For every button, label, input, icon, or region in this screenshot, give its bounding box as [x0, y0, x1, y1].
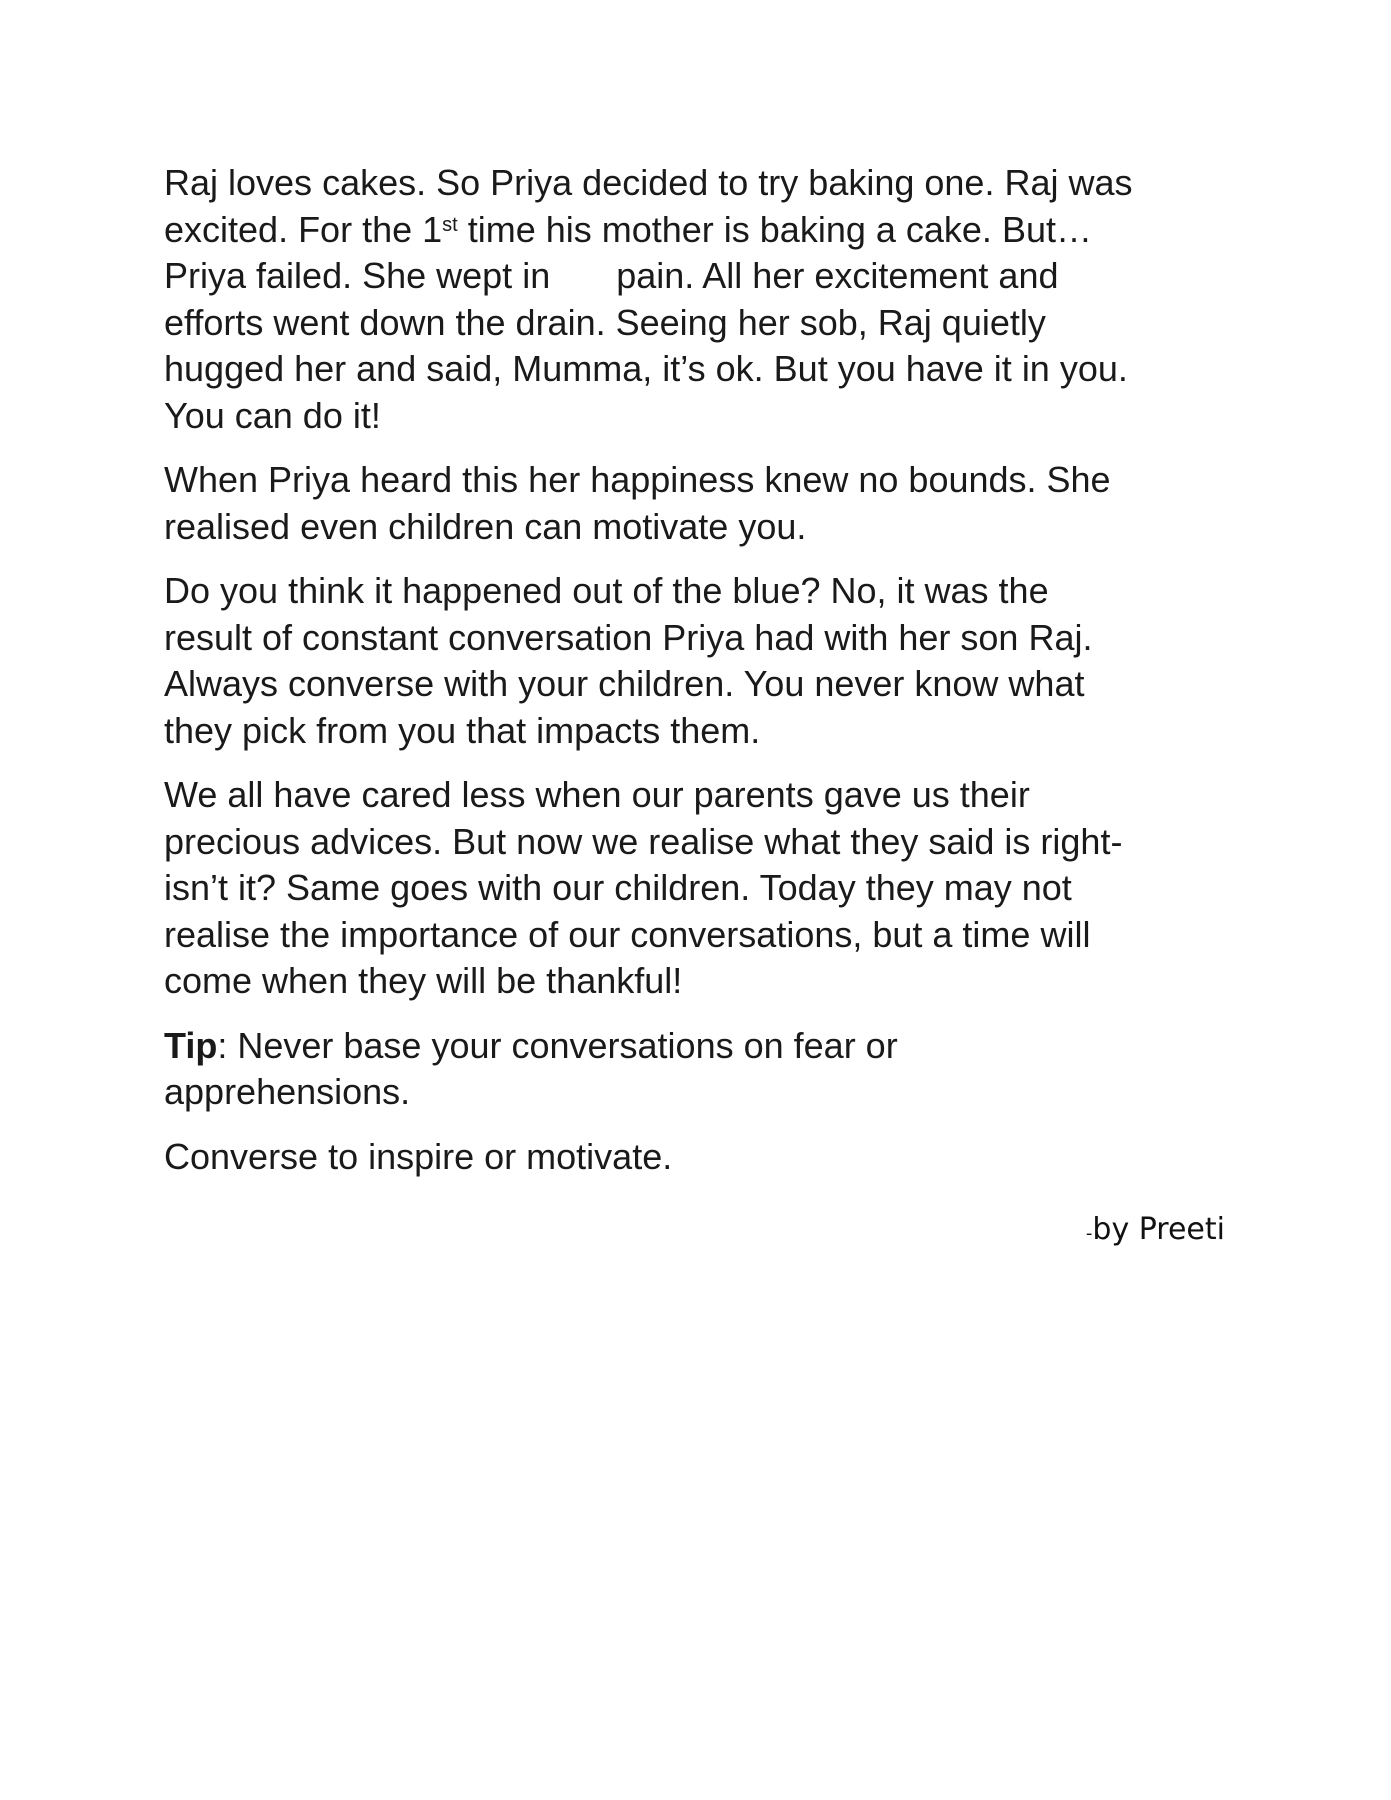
- paragraph-4-line-1: We all have cared less when our parents gave us their: [164, 774, 1030, 815]
- paragraph-3-line-3: Always converse with your children. You never know what: [164, 663, 1085, 704]
- paragraph-1-line-6: You can do it!: [164, 394, 381, 436]
- closing-line: Converse to inspire or motivate.: [164, 1135, 673, 1177]
- ordinal-suffix: st: [442, 213, 458, 236]
- tip-text-1: : Never base your conversations on fear or: [217, 1024, 898, 1066]
- story-body: [164, 160, 1224, 1198]
- paragraph-4-line-5: come when they will be thankful!: [164, 960, 683, 1001]
- paragraph-4: [164, 772, 1224, 1005]
- paragraph-1-line-5: hugged her and said, Mumma, it’s ok. But you have it in you.: [164, 348, 1128, 389]
- author-signature: [1020, 1210, 1225, 1254]
- tip-label: Tip: [164, 1024, 218, 1066]
- paragraph-3-line-2: result of constant conversation Priya had with her son Raj.: [164, 616, 1093, 658]
- paragraph-3-line-1: Do you think it happened out of the blue? No, it was the: [164, 570, 1049, 611]
- paragraph-3: [164, 568, 1224, 754]
- signature-dash: -: [1085, 1223, 1093, 1244]
- paragraph-2: [164, 457, 1224, 550]
- paragraph-1-line-3-start: Priya failed. She wept in: [164, 255, 551, 296]
- tip-paragraph: [164, 1023, 1224, 1116]
- paragraph-1-line-4: efforts went down the drain. Seeing her sob, Raj quietly: [164, 301, 1046, 343]
- paragraph-1-line-2-end: time his mother is baking a cake. But…: [457, 208, 1092, 250]
- paragraph-3-line-4: they pick from you that impacts them.: [164, 709, 761, 751]
- paragraph-4-line-3: isn’t it? Same goes with our children. Today they may not: [164, 867, 1072, 908]
- paragraph-1-line-2-start: excited. For the 1: [164, 208, 443, 250]
- signature-text: by Preeti: [1092, 1212, 1225, 1247]
- closing-paragraph: [164, 1134, 1224, 1181]
- paragraph-2-line-2: realised even children can motivate you.: [164, 505, 807, 547]
- paragraph-1-line-3: [164, 253, 1224, 300]
- paragraph-1: [164, 160, 1224, 439]
- paragraph-4-line-4: realise the importance of our conversations, but a time will: [164, 913, 1091, 955]
- tip-line-1: [164, 1023, 1224, 1070]
- paragraph-1-line-1: Raj loves cakes. So Priya decided to try baking one. Raj was: [164, 162, 1133, 203]
- paragraph-1-line-2: [164, 207, 1224, 254]
- paragraph-2-line-1: When Priya heard this her happiness knew no bounds. She: [164, 459, 1111, 500]
- tip-line-2: apprehensions.: [164, 1071, 411, 1112]
- paragraph-4-line-2: precious advices. But now we realise what they said is right-: [164, 820, 1123, 862]
- paragraph-1-line-3-end: pain. All her excitement and: [616, 255, 1059, 296]
